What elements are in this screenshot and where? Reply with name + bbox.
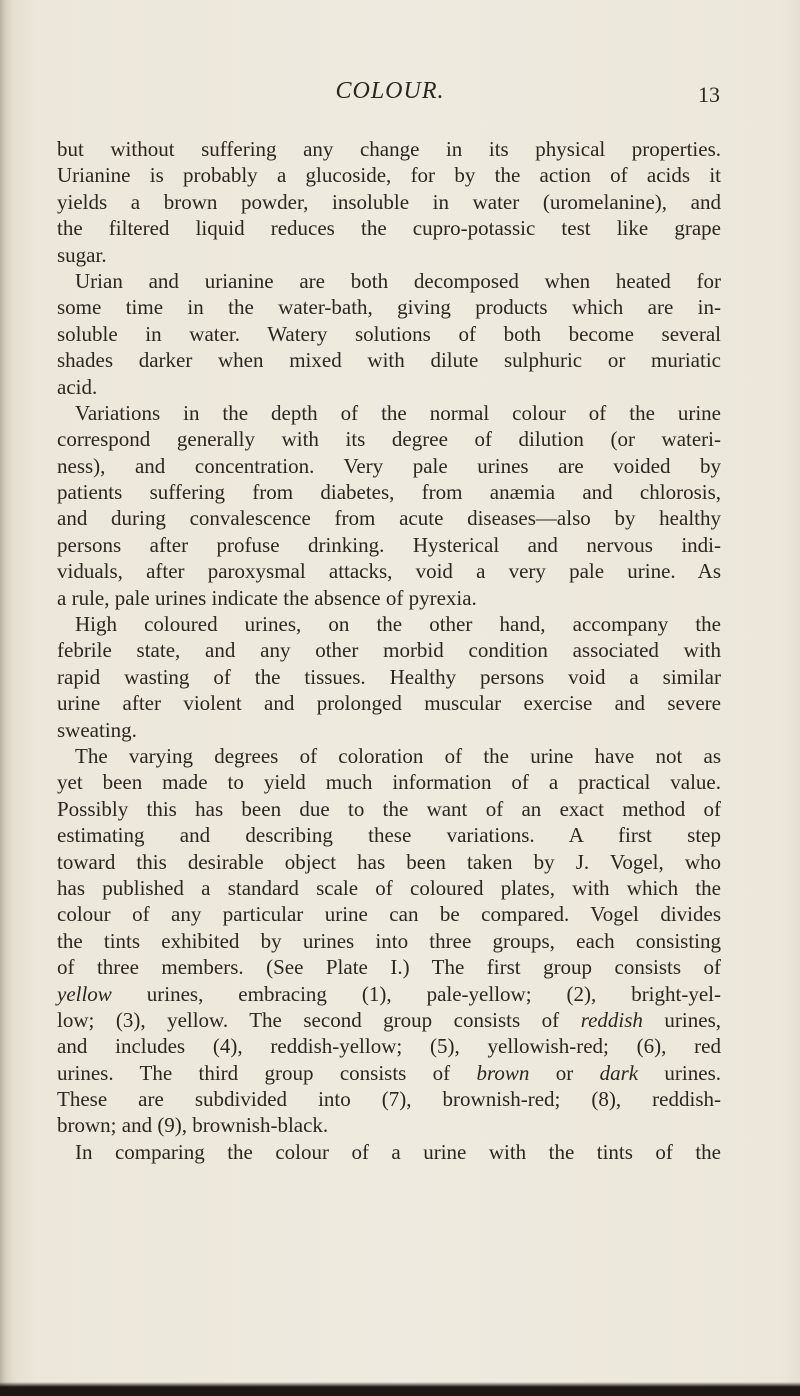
italic-term: yellow — [57, 981, 112, 1006]
text-line: Urian and urianine are both decomposed when heated for — [75, 268, 721, 293]
text-line: sugar. — [57, 242, 107, 267]
text-line: has published a standard scale of coloured plates, with which the — [57, 875, 721, 900]
page-number: 13 — [698, 82, 720, 107]
binding-gutter-shadow — [0, 0, 14, 1396]
paragraph-2 — [57, 268, 721, 400]
text-line: yet been made to yield much information of a practical value. — [57, 770, 721, 795]
text-line: shades darker when mixed with dilute sulphuric or muriatic — [57, 348, 721, 373]
text-line: patients suffering from diabetes, from anæmia and chlorosis, — [57, 480, 721, 505]
text-line: of three members. (See Plate I.) The first group consists of — [57, 955, 721, 980]
text-line: sweating. — [57, 717, 137, 742]
text-line: correspond generally with its degree of dilution (or wateri- — [57, 427, 721, 452]
italic-term: dark — [599, 1060, 639, 1085]
text-span: urines. The third group consists of — [57, 1060, 477, 1085]
text-line: the filtered liquid reduces the cupro-potassic test like grape — [57, 216, 721, 241]
text-line: These are subdivided into (7), brownish-red; (8), reddish- — [57, 1087, 721, 1112]
text-line: and includes (4), reddish-yellow; (5), yellowish-red; (6), red — [57, 1034, 721, 1059]
text-line — [57, 981, 721, 1007]
text-line — [57, 1007, 721, 1033]
text-line: In comparing the colour of a urine with the tints of the — [75, 1139, 721, 1164]
text-line: yields a brown powder, insoluble in water (uromelanine), and — [57, 189, 721, 214]
text-line: acid. — [57, 374, 98, 399]
text-line: rapid wasting of the tissues. Healthy persons void a similar — [57, 664, 721, 689]
text-span: urines, embracing (1), pale-yellow; (2), bright-yel- — [111, 981, 721, 1006]
paragraph-6 — [57, 1139, 721, 1165]
text-line: brown; and (9), brownish-black. — [57, 1113, 329, 1138]
page-bottom-edge — [0, 1382, 800, 1396]
text-line: The varying degrees of coloration of the urine have not as — [75, 743, 721, 768]
paragraph-1 — [57, 136, 721, 268]
text-line: some time in the water-bath, giving products which are in- — [57, 295, 721, 320]
text-span: low; (3), yellow. The second group consists of — [57, 1007, 581, 1032]
text-line: Possibly this has been due to the want of an exact method of — [57, 796, 721, 821]
body-text — [57, 136, 721, 1165]
text-line: febrile state, and any other morbid condition associated with — [57, 638, 721, 663]
text-line: viduals, after paroxysmal attacks, void a very pale urine. As — [57, 559, 721, 584]
text-line: toward this desirable object has been taken by J. Vogel, who — [57, 849, 721, 874]
text-line: persons after profuse drinking. Hysterical and nervous indi- — [57, 532, 721, 557]
text-line — [57, 1060, 721, 1086]
text-line: colour of any particular urine can be compared. Vogel divides — [57, 902, 721, 927]
paragraph-5 — [57, 743, 721, 1139]
text-span: urines, — [642, 1007, 721, 1032]
text-line: and during convalescence from acute diseases—also by healthy — [57, 506, 721, 531]
running-head: COLOUR. — [335, 78, 445, 104]
text-line: ness), and concentration. Very pale urines are voided by — [57, 453, 721, 478]
paragraph-4 — [57, 611, 721, 743]
text-line: a rule, pale urines indicate the absence of pyrexia. — [57, 585, 477, 610]
italic-term: reddish — [580, 1007, 643, 1032]
text-line: Urianine is probably a glucoside, for by the action of acids it — [57, 163, 721, 188]
text-line: urine after violent and prolonged muscular exercise and severe — [57, 691, 721, 716]
text-line: Variations in the depth of the normal colour of the urine — [75, 400, 721, 425]
page-header — [60, 78, 720, 108]
paragraph-3 — [57, 400, 721, 611]
text-span: or — [529, 1060, 600, 1085]
text-line: but without suffering any change in its physical properties. — [57, 137, 721, 161]
text-span: urines. — [638, 1060, 721, 1085]
text-line: soluble in water. Watery solutions of both become several — [57, 321, 721, 346]
italic-term: brown — [476, 1060, 530, 1085]
text-line: the tints exhibited by urines into three groups, each consisting — [57, 928, 721, 953]
text-line: estimating and describing these variations. A first step — [57, 823, 721, 848]
text-line: High coloured urines, on the other hand, accompany the — [75, 612, 721, 637]
